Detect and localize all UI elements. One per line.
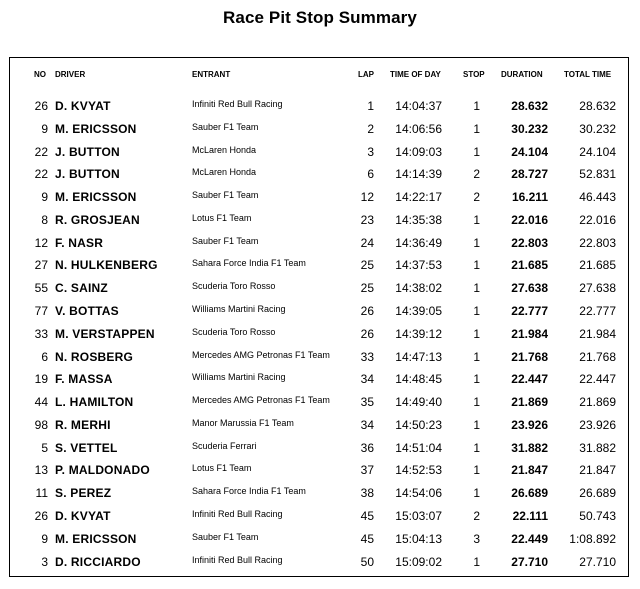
cell-entrant: Sahara Force India F1 Team (192, 486, 306, 497)
table-row (0, 369, 640, 389)
cell-no: 26 (34, 99, 48, 113)
table-row (0, 210, 640, 230)
cell-lap: 45 (360, 509, 374, 524)
cell-lap: 50 (360, 554, 374, 569)
cell-time-of-day: 14:35:38 (395, 212, 442, 227)
header-stop: STOP (463, 70, 485, 79)
cell-total-time: 21.869 (579, 395, 616, 410)
cell-no: 33 (34, 326, 48, 341)
cell-no: 8 (41, 212, 48, 227)
cell-lap: 36 (360, 440, 374, 455)
table-row (0, 529, 640, 549)
cell-lap: 24 (360, 235, 374, 250)
cell-time-of-day: 14:38:02 (395, 281, 442, 296)
table-row (0, 119, 640, 139)
cell-stop: 1 (473, 440, 480, 455)
cell-time-of-day: 14:50:23 (395, 417, 442, 432)
cell-total-time: 22.803 (579, 235, 616, 250)
cell-entrant: Sauber F1 Team (192, 235, 259, 246)
cell-no: 11 (35, 486, 48, 501)
cell-duration: 22.447 (511, 372, 548, 387)
cell-driver: V. BOTTAS (55, 304, 119, 319)
cell-time-of-day: 14:39:12 (395, 326, 442, 341)
cell-duration: 27.638 (511, 281, 548, 296)
cell-time-of-day: 14:48:45 (395, 372, 442, 387)
cell-total-time: 24.104 (579, 144, 616, 159)
cell-entrant: McLaren Honda (192, 144, 257, 155)
cell-entrant: Scuderia Ferrari (192, 440, 257, 451)
cell-driver: M. ERICSSON (55, 190, 137, 205)
cell-entrant: Lotus F1 Team (192, 463, 252, 474)
cell-duration: 22.449 (511, 531, 548, 546)
cell-stop: 1 (473, 304, 480, 319)
cell-entrant: Mercedes AMG Petronas F1 Team (192, 395, 330, 406)
cell-duration: 21.984 (511, 326, 548, 341)
table-row (0, 255, 640, 275)
cell-total-time: 23.926 (579, 417, 616, 432)
cell-driver: S. PEREZ (55, 486, 112, 501)
cell-stop: 1 (473, 121, 480, 136)
cell-duration: 21.847 (511, 463, 548, 478)
cell-driver: S. VETTEL (55, 440, 118, 455)
cell-total-time: 28.632 (579, 99, 616, 113)
cell-time-of-day: 15:04:13 (395, 531, 442, 546)
cell-no: 22 (34, 167, 48, 182)
cell-lap: 38 (360, 486, 374, 501)
table-row (0, 438, 640, 458)
table-row (0, 324, 640, 344)
table-row (0, 233, 640, 253)
cell-duration: 22.111 (512, 509, 548, 524)
cell-time-of-day: 14:22:17 (395, 190, 442, 205)
cell-time-of-day: 14:54:06 (395, 486, 442, 501)
cell-duration: 22.803 (511, 235, 548, 250)
cell-driver: M. VERSTAPPEN (55, 326, 155, 341)
cell-no: 77 (34, 304, 48, 319)
cell-duration: 22.777 (511, 304, 548, 319)
cell-lap: 26 (360, 326, 374, 341)
cell-duration: 26.689 (511, 486, 548, 501)
cell-time-of-day: 14:37:53 (395, 258, 442, 273)
cell-total-time: 31.882 (579, 440, 616, 455)
cell-total-time: 22.777 (579, 304, 616, 319)
cell-no: 9 (41, 531, 48, 546)
cell-entrant: McLaren Honda (192, 167, 257, 178)
cell-lap: 6 (367, 167, 374, 182)
cell-stop: 1 (473, 99, 480, 113)
cell-driver: F. MASSA (55, 372, 113, 387)
cell-entrant: Manor Marussia F1 Team (192, 417, 294, 428)
table-row (0, 142, 640, 162)
cell-stop: 1 (473, 281, 480, 296)
cell-duration: 28.727 (511, 167, 548, 182)
cell-duration: 21.685 (511, 258, 548, 273)
cell-no: 98 (34, 417, 48, 432)
header-total-time: TOTAL TIME (564, 70, 612, 79)
cell-driver: R. GROSJEAN (55, 212, 140, 227)
cell-driver: J. BUTTON (55, 144, 120, 159)
cell-stop: 1 (473, 326, 480, 341)
header-time-of-day: TIME OF DAY (390, 70, 441, 79)
table-row (0, 96, 640, 116)
cell-no: 9 (41, 121, 48, 136)
header-driver: DRIVER (55, 70, 86, 79)
cell-lap: 33 (360, 349, 374, 364)
cell-time-of-day: 14:49:40 (395, 395, 442, 410)
cell-time-of-day: 14:51:04 (395, 440, 442, 455)
cell-total-time: 1:08.892 (569, 531, 616, 546)
cell-entrant: Sauber F1 Team (192, 190, 259, 201)
cell-stop: 1 (473, 395, 480, 410)
cell-no: 22 (34, 144, 48, 159)
cell-no: 27 (34, 258, 48, 273)
cell-stop: 1 (473, 486, 480, 501)
cell-stop: 1 (473, 349, 480, 364)
cell-driver: R. MERHI (55, 417, 111, 432)
cell-entrant: Sauber F1 Team (192, 121, 259, 132)
cell-entrant: Williams Martini Racing (192, 304, 286, 315)
cell-time-of-day: 14:47:13 (395, 349, 442, 364)
cell-time-of-day: 14:52:53 (395, 463, 442, 478)
cell-entrant: Mercedes AMG Petronas F1 Team (192, 349, 330, 360)
cell-lap: 35 (360, 395, 374, 410)
header-duration: DURATION (501, 70, 543, 79)
table-row (0, 392, 640, 412)
cell-stop: 3 (473, 531, 480, 546)
cell-time-of-day: 14:09:03 (395, 144, 442, 159)
cell-entrant: Lotus F1 Team (192, 212, 252, 223)
cell-time-of-day: 15:03:07 (395, 509, 442, 524)
cell-total-time: 46.443 (579, 190, 616, 205)
cell-stop: 1 (473, 463, 480, 478)
cell-duration: 22.016 (511, 212, 548, 227)
table-row (0, 415, 640, 435)
cell-lap: 34 (360, 417, 374, 432)
cell-total-time: 22.447 (579, 372, 616, 387)
cell-duration: 30.232 (511, 121, 548, 136)
cell-stop: 1 (473, 235, 480, 250)
cell-no: 6 (41, 349, 48, 364)
cell-stop: 1 (473, 554, 480, 569)
table-row (0, 483, 640, 503)
cell-total-time: 30.232 (579, 121, 616, 136)
cell-total-time: 21.847 (579, 463, 616, 478)
cell-entrant: Infiniti Red Bull Racing (192, 509, 283, 520)
cell-no: 13 (34, 463, 48, 478)
cell-driver: J. BUTTON (55, 167, 120, 182)
cell-no: 19 (34, 372, 48, 387)
cell-lap: 23 (360, 212, 374, 227)
cell-no: 55 (34, 281, 48, 296)
cell-duration: 23.926 (511, 417, 548, 432)
cell-duration: 21.768 (511, 349, 548, 364)
cell-entrant: Scuderia Toro Rosso (192, 281, 276, 292)
cell-total-time: 27.638 (579, 281, 616, 296)
cell-entrant: Sahara Force India F1 Team (192, 258, 306, 269)
cell-time-of-day: 14:04:37 (395, 99, 442, 113)
cell-driver: C. SAINZ (55, 281, 108, 296)
page-title: Race Pit Stop Summary (223, 8, 417, 27)
cell-time-of-day: 14:06:56 (395, 121, 442, 136)
cell-time-of-day: 15:09:02 (395, 554, 442, 569)
cell-driver: L. HAMILTON (55, 395, 134, 410)
cell-stop: 2 (473, 509, 480, 524)
cell-driver: N. HULKENBERG (55, 258, 158, 273)
cell-lap: 37 (360, 463, 374, 478)
cell-time-of-day: 14:36:49 (395, 235, 442, 250)
cell-duration: 27.710 (511, 554, 548, 569)
cell-driver: D. KVYAT (55, 99, 111, 113)
cell-total-time: 27.710 (579, 554, 616, 569)
cell-driver: N. ROSBERG (55, 349, 134, 364)
cell-entrant: Scuderia Toro Rosso (192, 326, 276, 337)
cell-lap: 2 (367, 121, 374, 136)
cell-stop: 1 (473, 144, 480, 159)
cell-driver: M. ERICSSON (55, 531, 137, 546)
cell-duration: 28.632 (511, 99, 548, 113)
cell-total-time: 21.768 (579, 349, 616, 364)
table-row (0, 164, 640, 184)
cell-duration: 21.869 (511, 395, 548, 410)
cell-total-time: 52.831 (579, 167, 616, 182)
cell-no: 26 (34, 509, 48, 524)
table-row (0, 278, 640, 298)
cell-stop: 1 (473, 212, 480, 227)
cell-stop: 1 (473, 417, 480, 432)
cell-no: 5 (41, 440, 48, 455)
cell-stop: 2 (473, 167, 480, 182)
cell-duration: 24.104 (511, 144, 548, 159)
cell-no: 3 (41, 554, 48, 569)
cell-entrant: Infiniti Red Bull Racing (192, 99, 283, 109)
cell-lap: 1 (367, 99, 374, 113)
cell-stop: 1 (473, 258, 480, 273)
cell-entrant: Sauber F1 Team (192, 531, 259, 542)
cell-driver: D. KVYAT (55, 509, 111, 524)
cell-duration: 31.882 (511, 440, 548, 455)
cell-total-time: 21.984 (579, 326, 616, 341)
cell-driver: F. NASR (55, 235, 104, 250)
cell-lap: 45 (360, 531, 374, 546)
cell-total-time: 22.016 (579, 212, 616, 227)
cell-lap: 3 (367, 144, 374, 159)
cell-duration: 16.211 (511, 190, 548, 205)
cell-entrant: Williams Martini Racing (192, 372, 286, 383)
table-row (0, 460, 640, 480)
cell-no: 9 (41, 190, 48, 205)
table-row (0, 187, 640, 207)
cell-lap: 34 (360, 372, 374, 387)
cell-no: 44 (34, 395, 48, 410)
table-row (0, 301, 640, 321)
cell-total-time: 21.685 (579, 258, 616, 273)
cell-entrant: Infiniti Red Bull Racing (192, 554, 283, 565)
cell-stop: 1 (473, 372, 480, 387)
cell-lap: 25 (360, 258, 374, 273)
cell-lap: 12 (360, 190, 374, 205)
cell-time-of-day: 14:39:05 (395, 304, 442, 319)
table-row (0, 506, 640, 526)
table-row (0, 347, 640, 367)
cell-driver: M. ERICSSON (55, 121, 137, 136)
cell-driver: P. MALDONADO (55, 463, 150, 478)
cell-driver: D. RICCIARDO (55, 554, 141, 569)
cell-stop: 2 (473, 190, 480, 205)
cell-total-time: 50.743 (579, 509, 616, 524)
table-row (0, 552, 640, 572)
cell-lap: 26 (360, 304, 374, 319)
cell-lap: 25 (360, 281, 374, 296)
header-no: NO (34, 70, 46, 79)
header-lap: LAP (358, 70, 374, 79)
header-entrant: ENTRANT (192, 70, 231, 79)
cell-no: 12 (34, 235, 48, 250)
cell-total-time: 26.689 (579, 486, 616, 501)
cell-time-of-day: 14:14:39 (395, 167, 442, 182)
